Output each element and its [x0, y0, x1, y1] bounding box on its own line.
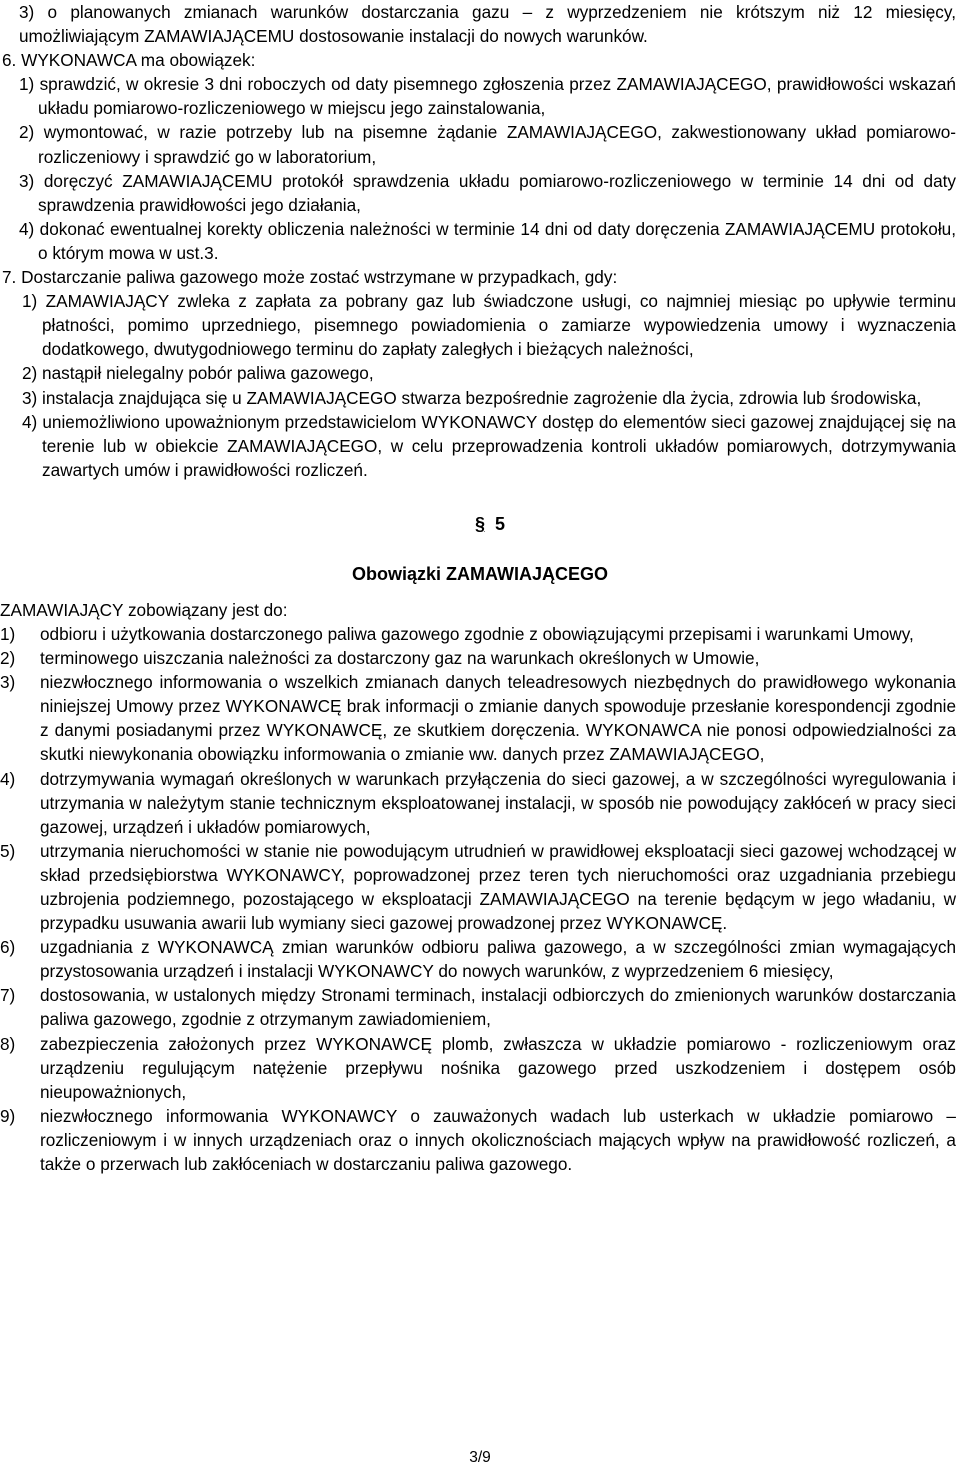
- section-6-list: [0, 72, 960, 265]
- obligation-number: 4): [0, 768, 16, 789]
- obligation-item: [0, 839, 956, 935]
- section-title: Obowiązki ZAMAWIAJĄCEGO: [351, 563, 609, 584]
- obligation-number: 8): [0, 1033, 16, 1054]
- obligation-text: zabezpieczenia założonych przez WYKONAWCĘ plomb, zwłaszcza w układzie pomiarowo - rozliczeniowym oraz urządzeniu regulującym natężenie przepływu nośnika gazowego przed uszkodzeniem i dostępem osób nieupoważnionych,: [40, 1033, 956, 1102]
- obligation-number: 1): [0, 623, 16, 644]
- obligation-number: 9): [0, 1105, 16, 1126]
- section-7-heading-text: 7. Dostarczanie paliwa gazowego może zostać wstrzymane w przypadkach, gdy:: [2, 267, 618, 288]
- obligation-item: [0, 983, 956, 1031]
- obligation-text: odbioru i użytkowania dostarczonego paliwa gazowego zgodnie z obowiązującymi przepisami i warunkami Umowy,: [40, 623, 914, 644]
- obligations-intro: ZAMAWIAJĄCY zobowiązany jest do:: [0, 599, 288, 620]
- obligation-text: dotrzymywania wymagań określonych w warunkach przyłączenia do sieci gazowej, a w szczególności wyregulowania i utrzymania w należytym stanie technicznym eksploatowanej instalacji, w sposób nie powodujący zakłóceń w pracy sieci gazowej, urządzeń i układów pomiarowych,: [40, 768, 956, 837]
- section-6-item: 3) doręczyć ZAMAWIAJĄCEMU protokół sprawdzenia układu pomiarowo-rozliczeniowego w terminie 14 dni od daty sprawdzenia prawidłowości jego działania,: [19, 170, 956, 215]
- section-7-item: 3) instalacja znajdująca się u ZAMAWIAJĄCEGO stwarza bezpośrednie zagrożenie dla życia, zdrowia lub środowiska,: [22, 387, 922, 408]
- section-7-item: 2) nastąpił nielegalny pobór paliwa gazowego,: [22, 363, 374, 384]
- obligation-text: niezwłocznego informowania o wszelkich zmianach danych teleadresowych niezbędnych do prawidłowego wykonania niniejszej Umowy przez WYKONAWCĘ brak informacji o zmianie danych spowoduje przesłanie korespondencji zgodnie z danymi posiadanymi przez WYKONAWCĘ, ze skutkiem doręczenia. WYKONAWCA nie ponosi odpowiedzialności za skutki niewykonania obowiązku informowania o zmianie ww. danych przez ZAMAWIAJĄCEGO,: [40, 672, 956, 765]
- obligations-list: [0, 622, 960, 1176]
- obligation-item: [0, 646, 956, 670]
- obligation-item: [0, 767, 956, 839]
- obligation-item: [0, 670, 956, 766]
- section-6-item: 1) sprawdzić, w okresie 3 dni roboczych od daty pisemnego zgłoszenia przez ZAMAWIAJĄCEGO, prawidłowości wskazań układu pomiarowo-rozliczeniowego w miejscu jego zainstalowania,: [19, 74, 956, 119]
- paragraph-number-value: 5: [495, 513, 506, 534]
- section-6-item: 2) wymontować, w razie potrzeby lub na pisemne żądanie ZAMAWIAJĄCEGO, zakwestionowany układ pomiarowo-rozliczeniowy i sprawdzić go w laboratorium,: [19, 122, 956, 167]
- page-number: 3/9: [469, 1449, 491, 1466]
- section-6-heading-text: 6. WYKONAWCA ma obowiązek:: [2, 50, 256, 71]
- obligation-item: [0, 622, 956, 646]
- obligation-item: [0, 1032, 956, 1104]
- obligation-number: 2): [0, 648, 16, 669]
- obligation-number: 3): [0, 672, 16, 693]
- section-7-list: [0, 289, 960, 482]
- obligation-number: 7): [0, 985, 16, 1006]
- section-7-heading: [0, 265, 960, 289]
- section-7-item: 1) ZAMAWIAJĄCY zwleka z zapłata za pobrany gaz lub świadczone usługi, co najmniej miesiąc po upływie terminu płatności, pomimo uprzedniego, pisemnego powiadomienia o zamiarze wypowiedzenia umowy i wyznaczenia dodatkowego, dwutygodniowego terminu do zapłaty zaległych i bieżących należności,: [22, 291, 956, 360]
- obligation-text: terminowego uiszczania należności za dostarczony gaz na warunkach określonych w Umowie,: [40, 648, 760, 669]
- previous-item-3: [0, 0, 960, 48]
- obligation-item: [0, 935, 956, 983]
- obligation-text: niezwłocznego informowania WYKONAWCY o zauważonych wadach lub usterkach w układzie pomiarowo –rozliczeniowym i w innych urządzeniach oraz o innych okolicznościach mających wpływ na prawidłowość rozliczeń, a także o przerwach lub zakłóceniach w dostarczaniu paliwa gazowego.: [40, 1105, 956, 1175]
- obligation-item: [0, 1104, 956, 1176]
- obligation-text: utrzymania nieruchomości w stanie nie powodującym utrudnień w prawidłowej eksploatacji sieci gazowej wchodzącej w skład przedsiębiorstwa WYKONAWCY, poprowadzonej przez teren tych nieruchomości oraz uzgadniania przebiegu uzbrojenia podziemnego, pozostającego w eksploatacji ZAMAWIAJĄCEGO na terenie będącym w jego władaniu, w przypadku usuwania awarii lub wymiany sieci gazowej prowadzonej przez WYKONAWCĘ.: [40, 840, 956, 934]
- obligation-number: 5): [0, 840, 16, 861]
- paragraph-symbol: §: [474, 513, 485, 534]
- obligation-text: dostosowania, w ustalonych między Stronami terminach, instalacji odbiorczych do zmienionych warunków dostarczania paliwa gazowego, zgodnie z otrzymanym zawiadomieniem,: [40, 985, 956, 1030]
- paragraph-number: [0, 512, 960, 540]
- previous-item-3-text: 3) o planowanych zmianach warunków dostarczania gazu – z wyprzedzeniem nie krótszym niż 12 miesięcy, umożliwiającym ZAMAWIAJĄCEMU dostosowanie instalacji do nowych warunków.: [19, 2, 956, 47]
- section-7-item: 4) uniemożliwiono upoważnionym przedstawicielom WYKONAWCY dostęp do elementów sieci gazowej znajdującej się na terenie lub w obiekcie ZAMAWIAJĄCEGO, w celu przeprowadzenia kontroli układów pomiarowych, dotrzymywania zawartych umów i prawidłowości rozliczeń.: [22, 411, 956, 480]
- section-6-heading: [0, 48, 960, 72]
- obligation-number: 6): [0, 937, 16, 958]
- page-footer: [0, 1448, 960, 1468]
- section-6-item: 4) dokonać ewentualnej korekty obliczenia należności w terminie 14 dni od daty doręczenia ZAMAWIAJĄCEMU protokołu, o którym mowa w ust.3.: [19, 218, 956, 263]
- obligation-text: uzgadniania z WYKONAWCĄ zmian warunków odbioru paliwa gazowego, a w szczególności zmian wymagających przystosowania urządzeń i instalacji WYKONAWCY do nowych warunków, z wyprzedzeniem 6 miesięcy,: [40, 937, 956, 982]
